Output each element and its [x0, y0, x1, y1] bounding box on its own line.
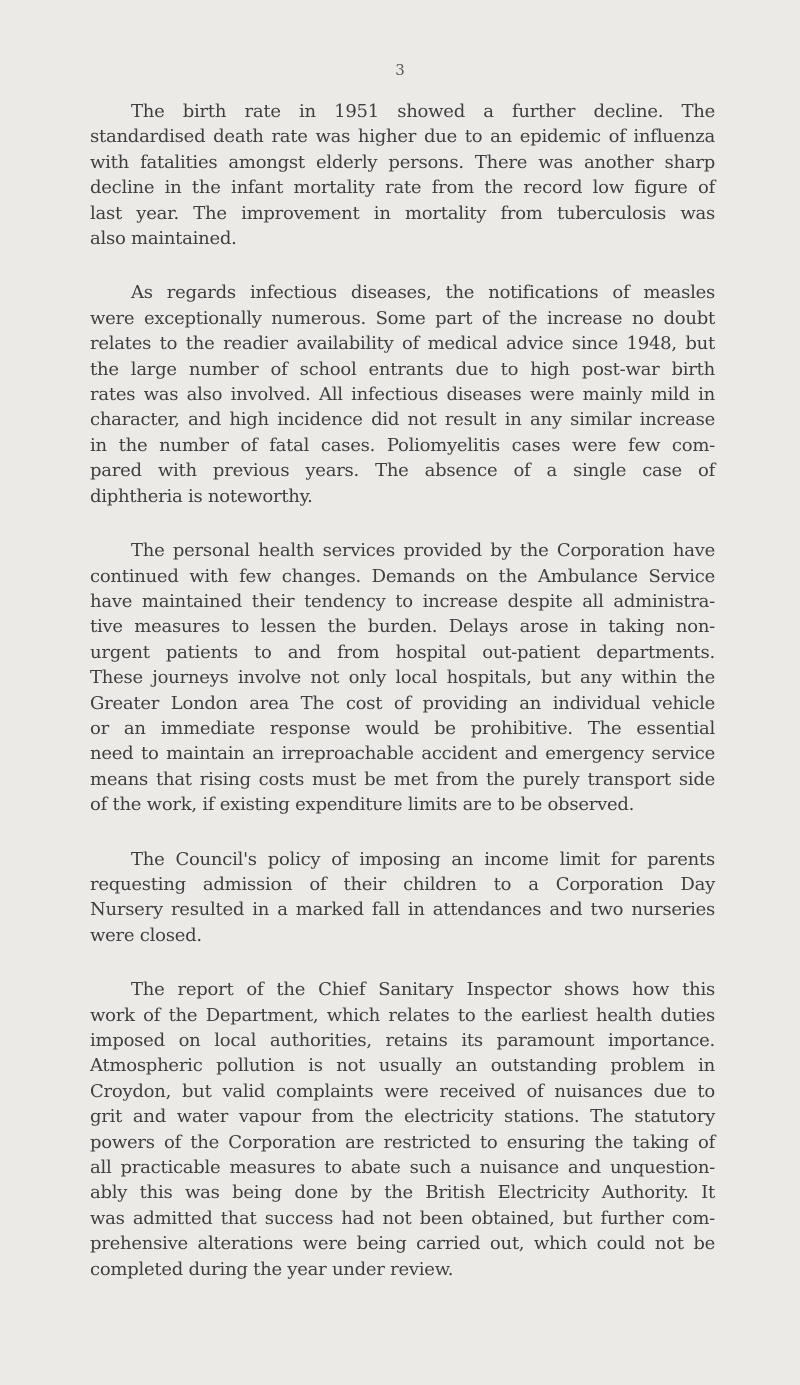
text-line: of the work, if existing expenditure limits are to be observed.	[90, 794, 635, 816]
text-line: grit and water vapour from the electricity stations. The statutory	[90, 1106, 715, 1128]
text-line: was admitted that success had not been obtained, but further com-	[90, 1207, 715, 1229]
text-line: prehensive alterations were being carried out, which could not be	[90, 1233, 715, 1255]
text-line: last year. The improvement in mortality from tuberculosis was	[90, 202, 715, 224]
paragraph-infectious-diseases	[90, 280, 715, 509]
text-line: As regards infectious diseases, the notifications of measles	[131, 282, 715, 304]
text-line: means that rising costs must be met from the purely transport side	[90, 768, 715, 790]
paragraph-day-nursery	[90, 847, 715, 949]
text-line: with fatalities amongst elderly persons. There was another sharp	[90, 151, 715, 173]
text-line: also maintained.	[90, 228, 237, 250]
text-line: need to maintain an irreproachable accident and emergency service	[90, 743, 715, 765]
text-line: diphtheria is noteworthy.	[90, 485, 313, 507]
paragraph-vital-statistics	[90, 99, 715, 251]
text-line: in the number of fatal cases. Poliomyelitis cases were few com-	[90, 434, 715, 456]
text-line: ably this was being done by the British Electricity Authority. It	[90, 1182, 715, 1204]
text-line: tive measures to lessen the burden. Delays arose in taking non-	[90, 616, 715, 638]
text-line: Atmospheric pollution is not usually an outstanding problem in	[90, 1055, 715, 1077]
text-line: rates was also involved. All infectious diseases were mainly mild in	[90, 384, 715, 406]
text-line: decline in the infant mortality rate from the record low figure of	[90, 177, 715, 199]
text-line: continued with few changes. Demands on the Ambulance Service	[90, 565, 715, 587]
text-line: imposed on local authorities, retains its paramount importance.	[90, 1030, 715, 1051]
text-line: These journeys involve not only local hospitals, but any within the	[90, 667, 715, 689]
text-line: work of the Department, which relates to the earliest health duties	[90, 1004, 715, 1026]
text-line: were closed.	[90, 924, 202, 946]
text-line: The Council's policy of imposing an income limit for parents	[131, 848, 715, 870]
text-line: requesting admission of their children to a Corporation Day	[90, 873, 715, 895]
document-body	[90, 99, 715, 1311]
text-line: urgent patients to and from hospital out-patient departments.	[90, 641, 715, 663]
text-line: pared with previous years. The absence of a single case of	[90, 460, 715, 482]
text-line: character, and high incidence did not result in any similar increase	[90, 409, 715, 431]
text-line: relates to the readier availability of medical advice since 1948, but	[90, 333, 715, 355]
text-line: have maintained their tendency to increase despite all administra-	[90, 590, 715, 612]
text-line: completed during the year under review.	[90, 1258, 454, 1280]
text-line: standardised death rate was higher due to an epidemic of influenza	[90, 126, 715, 148]
text-line: The personal health services provided by the Corporation have	[131, 540, 715, 562]
text-line: Nursery resulted in a marked fall in attendances and two nurseries	[90, 899, 715, 921]
text-line: the large number of school entrants due to high post-war birth	[90, 358, 715, 380]
text-line: all practicable measures to abate such a nuisance and unquestion-	[90, 1157, 715, 1179]
text-line: Croydon, but valid complaints were received of nuisances due to	[90, 1080, 715, 1102]
paragraph-personal-health-services	[90, 538, 715, 817]
text-line: The report of the Chief Sanitary Inspector shows how this	[131, 979, 715, 1001]
text-line: or an immediate response would be prohibitive. The essential	[90, 717, 715, 739]
paragraph-sanitary-inspector	[90, 977, 715, 1282]
text-line: powers of the Corporation are restricted to ensuring the taking of	[90, 1131, 715, 1153]
page-number: 3	[395, 61, 405, 79]
text-line: The birth rate in 1951 showed a further decline. The	[131, 101, 715, 122]
text-line: were exceptionally numerous. Some part of the increase no doubt	[90, 307, 715, 329]
text-line: Greater London area The cost of providing an individual vehicle	[90, 692, 715, 714]
